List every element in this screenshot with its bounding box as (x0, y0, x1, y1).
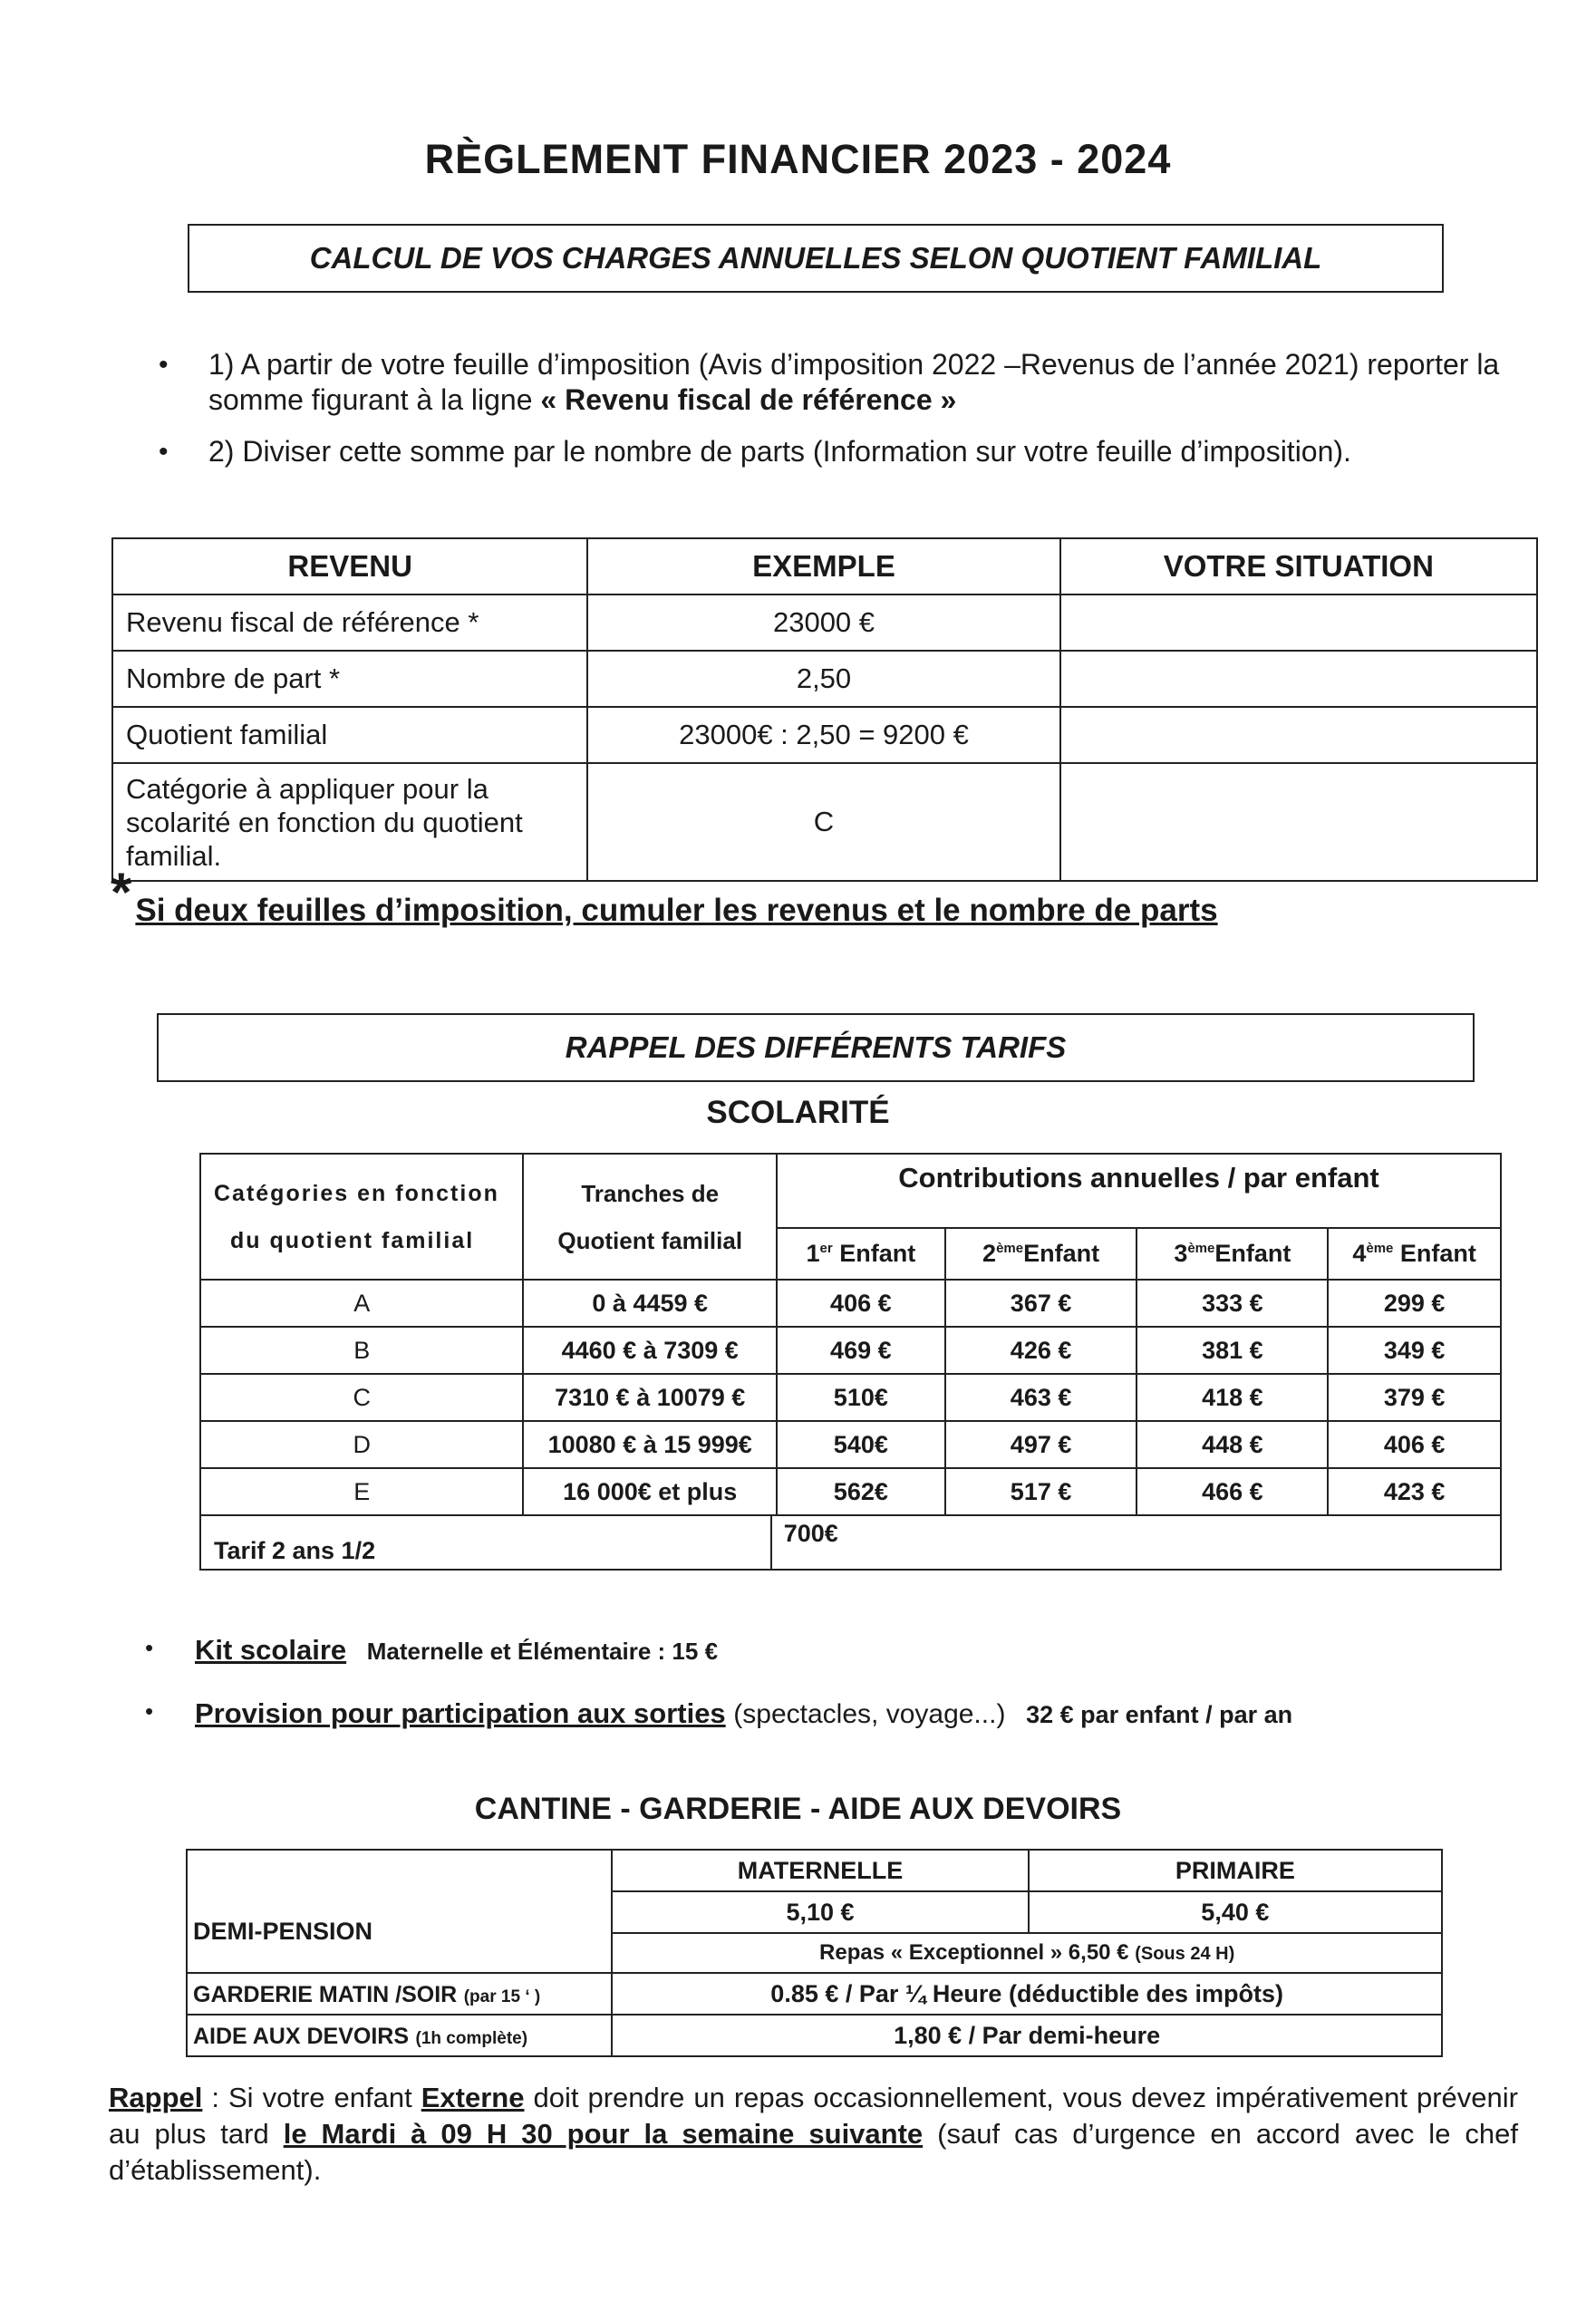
note-star: * (111, 862, 132, 923)
revenu-example: C (587, 763, 1059, 881)
table-row (112, 707, 1537, 763)
row-category: C (200, 1374, 523, 1421)
row-category: E (200, 1468, 523, 1515)
revenu-situation[interactable] (1060, 594, 1537, 651)
row-category: B (200, 1327, 523, 1374)
row-child-3: 448 € (1137, 1421, 1328, 1468)
demi-pension-label: DEMI-PENSION (187, 1891, 612, 1973)
garderie-label: GARDERIE MATIN /SOIR (193, 1981, 458, 2007)
demi-pension-primaire: 5,40 € (1029, 1891, 1442, 1933)
row-category: A (200, 1280, 523, 1327)
row-child-4: 299 € (1328, 1280, 1501, 1327)
instruction-item-1 (159, 347, 1536, 418)
col-primaire: PRIMAIRE (1029, 1850, 1442, 1891)
row-child-1: 510€ (777, 1374, 945, 1421)
kit-value: Maternelle et Élémentaire : 15 € (366, 1638, 719, 1665)
provision-label: Provision pour participation aux sorties (195, 1697, 726, 1729)
child-1-header: 1er Enfant (777, 1228, 945, 1280)
table-row (112, 763, 1537, 881)
col-contributions: Contributions annuelles / par enfant (777, 1154, 1501, 1228)
revenu-header-situation: VOTRE SITUATION (1060, 538, 1537, 594)
calc-header-box (188, 224, 1444, 293)
rappel-label: Rappel (109, 2082, 203, 2113)
child-4-header: 4ème Enfant (1328, 1228, 1501, 1280)
row-child-4: 406 € (1328, 1421, 1501, 1468)
tarif-label: Tarif 2 ans 1/2 (200, 1515, 945, 1570)
revenu-situation[interactable] (1060, 763, 1537, 881)
row-child-3: 466 € (1137, 1468, 1328, 1515)
row-tranche: 0 à 4459 € (523, 1280, 777, 1327)
kit-item (145, 1634, 1504, 1667)
scolarite-title: SCOLARITÉ (706, 1095, 890, 1130)
aide-note: (1h complète) (415, 2028, 528, 2048)
row-child-2: 367 € (945, 1280, 1137, 1327)
page-title: RÈGLEMENT FINANCIER 2023 - 2024 (424, 136, 1172, 182)
revenu-situation[interactable] (1060, 651, 1537, 707)
row-child-2: 497 € (945, 1421, 1137, 1468)
aide-label: AIDE AUX DEVOIRS (193, 2023, 410, 2049)
instruction-2-text: 2) Diviser cette somme par le nombre de parts (Information sur votre feuille d’imposition). (208, 435, 1351, 468)
garderie-value: 0.85 € / Par ¼ Heure (déductible des impôts) (612, 1973, 1442, 2015)
table-row (200, 1280, 1501, 1327)
row-child-2: 517 € (945, 1468, 1137, 1515)
revenu-example: 23000€ : 2,50 = 9200 € (587, 707, 1059, 763)
table-row (200, 1468, 1501, 1515)
extras-list (145, 1634, 1504, 1746)
table-row (200, 1374, 1501, 1421)
row-tranche: 10080 € à 15 999€ (523, 1421, 777, 1468)
rappel-paragraph: Rappel : Si votre enfant Externe doit prendre un repas occasionnellement, vous devez impérativement prévenir au plus tard le Mardi à 09 H 30 pour la semaine suivante (sauf cas d’urgence en accord avec le chef d’établissement). (109, 2082, 1519, 2186)
tarif-value: 700€ (783, 1520, 838, 1547)
table-row (200, 1327, 1501, 1374)
revenu-note (111, 862, 1218, 928)
row-child-1: 469 € (777, 1327, 945, 1374)
row-child-2: 463 € (945, 1374, 1137, 1421)
row-child-1: 406 € (777, 1280, 945, 1327)
provision-value: 32 € par enfant / par an (1026, 1701, 1293, 1728)
revenu-label: Revenu fiscal de référence * (112, 594, 587, 651)
aide-label-cell (187, 2015, 612, 2056)
table-row (112, 594, 1537, 651)
row-child-4: 379 € (1328, 1374, 1501, 1421)
table-row (200, 1421, 1501, 1468)
col-categories: Catégories en fonction du quotient familial (200, 1154, 523, 1280)
repas-exceptionnel (612, 1933, 1442, 1973)
row-child-1: 540€ (777, 1421, 945, 1468)
col-tranches: Tranches de Quotient familial (523, 1154, 777, 1280)
garderie-note: (par 15 ‘ ) (463, 1986, 541, 2006)
rappel-deadline: le Mardi à 09 H 30 pour la semaine suivante (283, 2118, 924, 2150)
revenu-table (111, 537, 1538, 882)
scolarite-table (199, 1153, 1502, 1571)
note-text: Si deux feuilles d’imposition, cumuler les revenus et le nombre de parts (135, 893, 1218, 928)
revenu-header-exemple: EXEMPLE (587, 538, 1059, 594)
instructions-list (159, 347, 1536, 486)
tarifs-header-box (157, 1013, 1475, 1082)
table-row (112, 651, 1537, 707)
tarifs-header: RAPPEL DES DIFFÉRENTS TARIFS (565, 1030, 1067, 1064)
calc-header: CALCUL DE VOS CHARGES ANNUELLES SELON QUOTIENT FAMILIAL (309, 241, 1322, 275)
instruction-item-2 (159, 434, 1536, 469)
revenu-example: 23000 € (587, 594, 1059, 651)
row-child-3: 418 € (1137, 1374, 1328, 1421)
row-tranche: 7310 € à 10079 € (523, 1374, 777, 1421)
row-tranche: 4460 € à 7309 € (523, 1327, 777, 1374)
row-tranche: 16 000€ et plus (523, 1468, 777, 1515)
row-category: D (200, 1421, 523, 1468)
table-row (200, 1515, 1501, 1570)
aide-value: 1,80 € / Par demi-heure (612, 2015, 1442, 2056)
repas-text: Repas « Exceptionnel » 6,50 € (819, 1940, 1129, 1965)
revenu-header-revenu: REVENU (112, 538, 587, 594)
child-2-header: 2èmeEnfant (945, 1228, 1137, 1280)
kit-label: Kit scolaire (195, 1634, 347, 1666)
row-child-4: 423 € (1328, 1468, 1501, 1515)
demi-pension-maternelle: 5,10 € (612, 1891, 1028, 1933)
revenu-label: Quotient familial (112, 707, 587, 763)
row-child-1: 562€ (777, 1468, 945, 1515)
cantine-blank (187, 1850, 612, 1891)
revenu-label: Nombre de part * (112, 651, 587, 707)
row-child-2: 426 € (945, 1327, 1137, 1374)
instruction-1-bold: « Revenu fiscal de référence » (540, 383, 957, 416)
col-maternelle: MATERNELLE (612, 1850, 1028, 1891)
row-child-3: 333 € (1137, 1280, 1328, 1327)
cantine-title: CANTINE - GARDERIE - AIDE AUX DEVOIRS (474, 1792, 1122, 1826)
repas-note: (Sous 24 H) (1135, 1944, 1235, 1964)
revenu-example: 2,50 (587, 651, 1059, 707)
child-3-header: 3èmeEnfant (1137, 1228, 1328, 1280)
revenu-situation[interactable] (1060, 707, 1537, 763)
tarif-cell (783, 1515, 1501, 1570)
provision-item (145, 1697, 1504, 1730)
row-child-4: 349 € (1328, 1327, 1501, 1374)
provision-detail: (spectacles, voyage...) (733, 1699, 1006, 1729)
revenu-label: Catégorie à appliquer pour la scolarité en fonction du quotient familial. (112, 763, 587, 881)
rappel-externe: Externe (421, 2082, 525, 2113)
row-child-3: 381 € (1137, 1327, 1328, 1374)
instruction-1-text: 1) A partir de votre feuille d’imposition (Avis d’imposition 2022 –Revenus de l’année 2021) reporter la somme figurant à la ligne (208, 348, 1500, 416)
cantine-table (186, 1849, 1443, 2057)
garderie-label-cell (187, 1973, 612, 2015)
